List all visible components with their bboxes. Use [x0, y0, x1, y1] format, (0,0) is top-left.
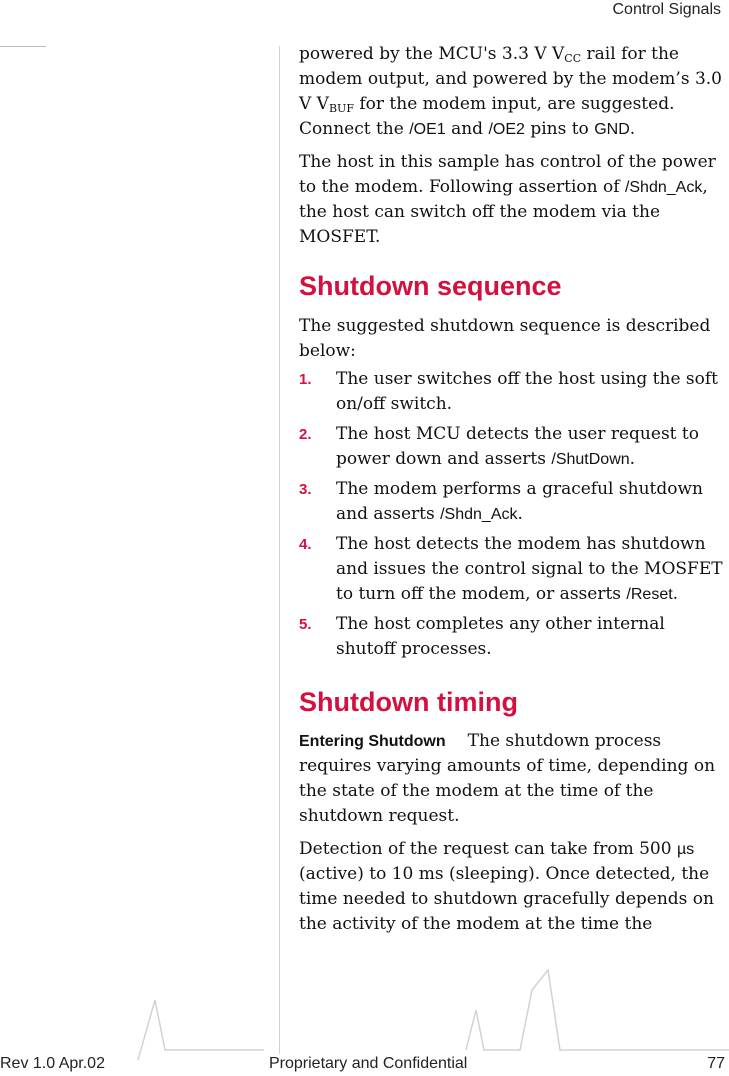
- list-item: [299, 532, 724, 607]
- text-run: The shutdown process requires varying amounts of time, depending on the state of the modem at the time of the shutdown request.: [299, 731, 716, 826]
- step-text: The modem performs a graceful shutdown and asserts: [336, 479, 703, 524]
- column-divider: [279, 46, 280, 1054]
- signal-shdn-ack: /Shdn_Ack: [440, 506, 518, 523]
- sequence-lead: The suggested shutdown sequence is described below:: [299, 316, 711, 361]
- timing-paragraph-2: [299, 837, 724, 937]
- shutdown-steps-list: [299, 367, 724, 662]
- footer-revision: Rev 1.0 Apr.02: [0, 1055, 105, 1072]
- step-text: The user switches off the host using the soft on/off switch.: [336, 369, 718, 414]
- step-number: 5.: [299, 616, 312, 633]
- section-heading-shutdown-timing: Shutdown timing: [299, 687, 518, 717]
- step-number: 3.: [299, 481, 312, 498]
- main-content: [299, 42, 724, 945]
- list-item: [299, 422, 724, 472]
- text-run: , the host can switch off the modem via the MOSFET.: [299, 177, 708, 247]
- waveform-decoration: [0, 960, 729, 1060]
- signal-oe1: /OE1: [409, 121, 446, 138]
- text-run: .: [629, 119, 636, 139]
- text-run: rail for the modem output, and powered by the modem’s 3.0 V V: [299, 44, 722, 114]
- step-text: .: [517, 504, 523, 524]
- page-number: 77: [707, 1055, 725, 1072]
- text-run: pins to: [524, 119, 595, 139]
- signal-oe2: /OE2: [488, 121, 525, 138]
- step-text: The host MCU detects the user request to power down and asserts: [336, 424, 699, 469]
- signal-shdn-ack: /Shdn_Ack: [624, 179, 703, 196]
- run-in-heading: Entering Shutdown: [299, 733, 446, 750]
- list-item: [299, 367, 724, 417]
- step-number: 2.: [299, 426, 312, 443]
- list-item: [299, 477, 724, 527]
- list-item: [299, 612, 724, 662]
- intro-paragraph-2: [299, 150, 724, 250]
- section-heading-shutdown-sequence: Shutdown sequence: [299, 271, 562, 301]
- step-number: 4.: [299, 536, 312, 553]
- signal-shutdown: /ShutDown: [551, 451, 630, 468]
- step-text: .: [629, 449, 636, 469]
- footer-confidential: Proprietary and Confidential: [269, 1055, 468, 1072]
- step-text: The host completes any other internal shutoff processes.: [336, 614, 665, 659]
- text-run: powered by the MCU's 3.3 V V: [299, 44, 565, 64]
- subscript-buf: BUF: [328, 102, 354, 115]
- step-number: 1.: [299, 371, 312, 388]
- text-run: for the modem input, are suggested. Connect the: [299, 94, 675, 139]
- text-run: and: [445, 119, 489, 139]
- text-run: Detection of the request can take from 500: [299, 839, 677, 859]
- signal-reset: /Reset: [626, 586, 673, 603]
- intro-paragraph-1: [299, 42, 724, 142]
- step-text: The host detects the modem has shutdown and issues the control signal to the MOSFET to turn off the modem, or asserts: [336, 534, 723, 604]
- header-rule: [0, 46, 46, 47]
- text-run: The host in this sample has control of the power to the modem. Following assertion of: [299, 152, 716, 197]
- timing-paragraph-1: [299, 729, 724, 829]
- subscript-cc: CC: [564, 52, 582, 65]
- unit-microseconds: µs: [676, 841, 695, 858]
- text-run: (active) to 10 ms (sleeping). Once detected, the time needed to shutdown gracefully depends on the activity of the modem at the time the: [299, 864, 714, 934]
- signal-gnd: GND: [594, 121, 630, 138]
- step-text: .: [672, 584, 679, 604]
- running-header: Control Signals: [612, 1, 721, 18]
